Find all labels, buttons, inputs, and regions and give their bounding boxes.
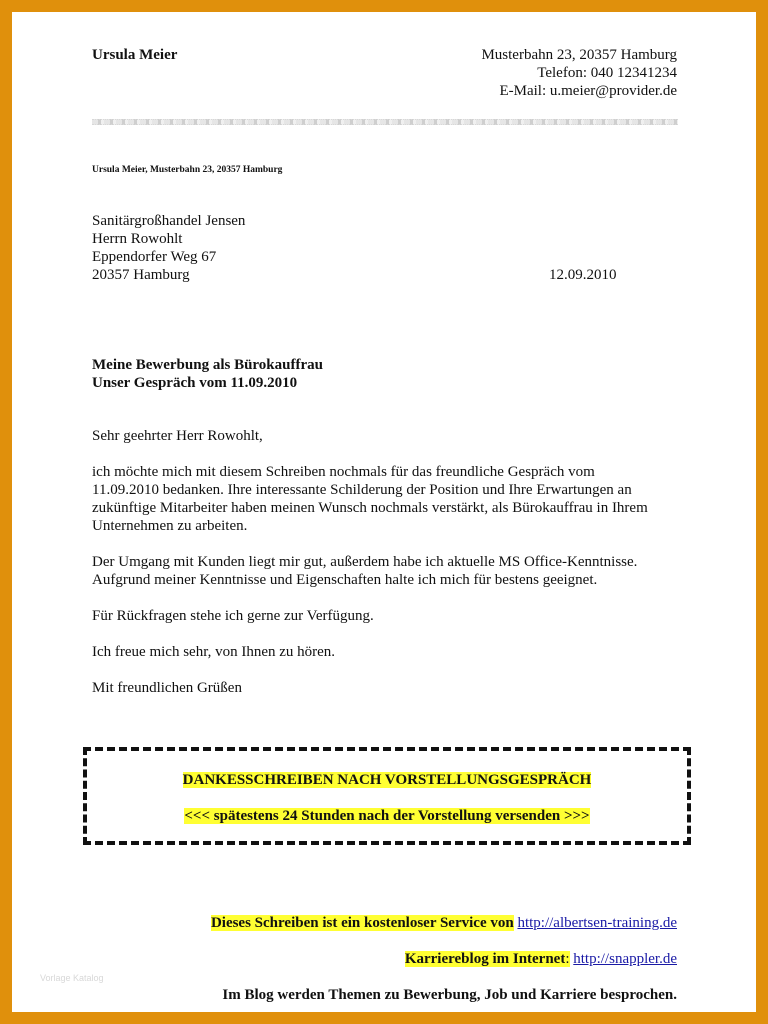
paragraph-line: ich möchte mich mit diesem Schreiben nochmals für das freundliche Gespräch vom [92,464,595,480]
recipient-city: 20357 Hamburg [92,267,190,283]
subject-line-2: Unser Gespräch vom 11.09.2010 [92,375,298,391]
paragraph-line: Aufgrund meiner Kenntnisse und Eigenschaften halte ich mich für bestens geeignet. [92,572,598,588]
paragraph-line: Unternehmen zu arbeiten. [92,518,248,534]
paragraph-skills [92,553,682,589]
letter-page [12,12,756,1012]
blog-label: Karriereblog im Internet [404,951,566,967]
closing: Mit freundlichen Grüßen [92,680,242,696]
blog-colon: : [565,951,570,967]
subject-line-1: Meine Bewerbung als Bürokauffrau [92,357,323,373]
sender-name: Ursula Meier [92,47,178,63]
letter-body [92,427,682,715]
paragraph-thanks [92,463,682,535]
recipient-company: Sanitärgroßhandel Jensen [92,213,246,229]
paragraph-line: Der Umgang mit Kunden liegt mir gut, außerdem habe ich aktuelle MS Office-Kenntnisse. [92,554,638,570]
notice-subtitle: <<< spätestens 24 Stunden nach der Vorstellung versenden >>> [184,808,590,824]
sender-street: Musterbahn 23, 20357 Hamburg [481,47,677,63]
notice-box [83,747,691,845]
salutation: Sehr geehrter Herr Rowohlt, [92,428,263,444]
paragraph-line: zukünftige Mitarbeiter haben meinen Wunsch nochmals verstärkt, als Bürokauffrau in Ihrem [92,500,648,516]
blog-link[interactable]: http://snappler.de [573,951,677,967]
recipient-street: Eppendorfer Weg 67 [92,249,217,265]
sender-address-block [481,46,677,100]
paragraph-questions: Für Rückfragen stehe ich gerne zur Verfügung. [92,608,374,624]
footer-blog-line [405,950,677,968]
subject-block [92,356,323,392]
return-address-line: Ursula Meier, Musterbahn 23, 20357 Hamburg [92,165,283,175]
paragraph-looking-forward: Ich freue mich sehr, von Ihnen zu hören. [92,644,336,660]
service-link[interactable]: http://albertsen-training.de [517,915,677,931]
letter-date: 12.09.2010 [549,267,617,283]
recipient-person: Herrn Rowohlt [92,231,183,247]
blog-note: Im Blog werden Themen zu Bewerbung, Job und Karriere besprochen. [222,987,677,1003]
watermark: Vorlage Katalog [40,973,104,983]
recipient-address-block [92,212,245,284]
paragraph-line: 11.09.2010 bedanken. Ihre interessante Schilderung der Position und Ihre Erwartungen an [92,482,632,498]
sender-email: E-Mail: u.meier@provider.de [499,83,677,99]
notice-title: DANKESSCHREIBEN NACH VORSTELLUNGSGESPRÄCH [182,772,592,788]
header-divider [92,119,678,125]
service-label: Dieses Schreiben ist ein kostenloser Service von [210,915,514,931]
sender-phone: Telefon: 040 12341234 [537,65,677,81]
footer-service-line [211,914,677,932]
